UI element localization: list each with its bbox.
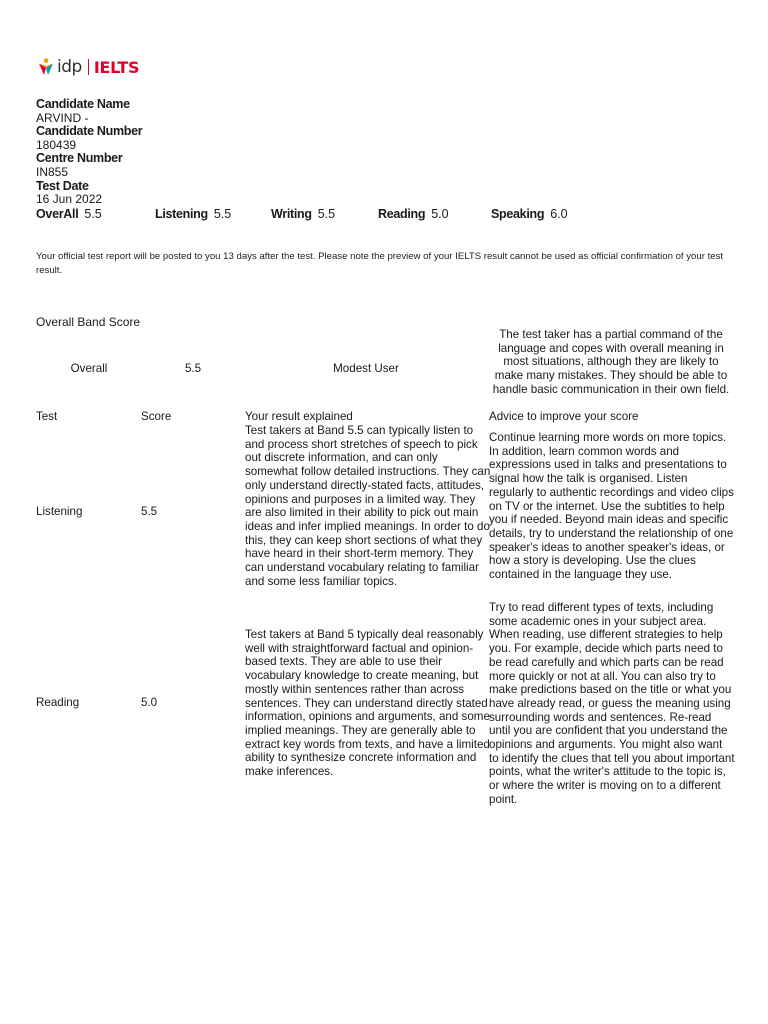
listening-row-score: 5.5 xyxy=(141,505,158,518)
listening-row-test: Listening xyxy=(36,505,83,518)
writing-score: 5.5 xyxy=(317,207,336,221)
idp-ielts-logo xyxy=(38,56,139,78)
overall-description: The test taker has a partial command of the language and copes with overall meaning in most situations, although they are likely to make many mistakes. They should be able to handle basic communication in their own field. xyxy=(492,328,730,396)
centre-number-label: Centre Number xyxy=(36,151,123,166)
candidate-info xyxy=(36,98,142,207)
idp-wordmark: idp xyxy=(57,57,82,77)
listening-row-advice: Continue learning more words on more topics. In addition, learn common words and expressions used in talks and presentations to signal how the talk is organised. Listen regularly to authentic recordings and video clips on TV or the internet. Use the subtitles to help you if needed. Beyond main ideas and specific details, try to understand the relationship of one speaker's ideas to another speaker's ideas, or how a story is developing. Use the clues contained in the language they use. xyxy=(489,431,734,582)
listening-label: Listening xyxy=(155,207,208,221)
listening-score-item xyxy=(155,207,231,221)
speaking-score: 6.0 xyxy=(550,207,568,221)
candidate-name-label: Candidate Name xyxy=(36,97,130,111)
test-date-label: Test Date xyxy=(36,178,89,193)
overall-score: 5.5 xyxy=(84,207,102,221)
listening-score: 5.5 xyxy=(213,207,232,221)
reading-row-score: 5.0 xyxy=(141,696,158,709)
reading-score: 5.0 xyxy=(431,207,449,221)
logo-divider xyxy=(88,59,89,75)
listening-row-explained: Test takers at Band 5.5 can typically listen to and process short stretches of speech to pick out discrete information, and can only somewhat follow detailed instructions. They can only understand directly-stated facts, attitudes, opinions and purposes in a limited way. They are also limited in their ability to pick out main ideas and infer implied meanings. In order to do this, they can keep short sections of what they have heard in their short-term memory. They can understand vocabulary relating to familiar and some less familiar topics. xyxy=(245,424,491,588)
test-date: 16 Jun 2022 xyxy=(36,192,103,207)
speaking-score-item xyxy=(491,207,568,221)
writing-score-item xyxy=(271,207,335,221)
reading-row-explained: Test takers at Band 5 typically deal reasonably well with straightforward factual and opinion-based texts. They are able to use their vocabulary knowledge to create meaning, but mostly within sentences rather than across sentences. They can understand directly stated information, opinions and arguments, and some implied meanings. They are generally able to extract key words from texts, and have a limited ability to synthesize concrete information and make inferences. xyxy=(245,628,490,779)
ielts-wordmark: IELTS xyxy=(93,57,140,77)
overall-score-item xyxy=(36,207,102,221)
reading-row-advice: Try to read different types of texts, including some academic ones in your subject area. When reading, use different strategies to help you. For example, decide which parts need to be read carefully and which parts can be read more quickly or not at all. You can also try to make predictions based on the title or what you have already read, or guess the meaning using surrounding words and sentences. Re-read until you are confident that you understand the opinions and arguments. You might also want to identify the clues that tell you about important points, what the writer's attitude to the topic is, or where the writer is moving on to a different point. xyxy=(489,601,735,806)
idp-logo-icon xyxy=(38,58,54,76)
speaking-label: Speaking xyxy=(491,207,545,221)
reading-row-test: Reading xyxy=(36,696,80,709)
table-header-advice: Advice to improve your score xyxy=(489,410,639,423)
reading-score-item xyxy=(378,207,449,221)
result-notice: Your official test report will be posted to you 13 days after the test. Please note the preview of your IELTS result cannot be used as official confirmation of your test result. xyxy=(36,251,724,276)
centre-number: IN855 xyxy=(36,164,69,179)
candidate-number: 180439 xyxy=(36,137,77,152)
table-header-test: Test xyxy=(36,410,58,423)
table-header-explained: Your result explained xyxy=(245,410,353,423)
reading-label: Reading xyxy=(378,207,426,221)
candidate-name: ARVIND - xyxy=(36,110,89,125)
table-header-score: Score xyxy=(141,410,172,423)
writing-label: Writing xyxy=(271,207,312,221)
overall-level: Modest User xyxy=(333,362,399,375)
overall-row-score: 5.5 xyxy=(184,362,202,375)
overall-label: OverAll xyxy=(36,207,79,221)
candidate-number-label: Candidate Number xyxy=(36,124,143,139)
overall-band-heading: Overall Band Score xyxy=(36,315,141,329)
overall-row-label: Overall xyxy=(70,362,108,375)
